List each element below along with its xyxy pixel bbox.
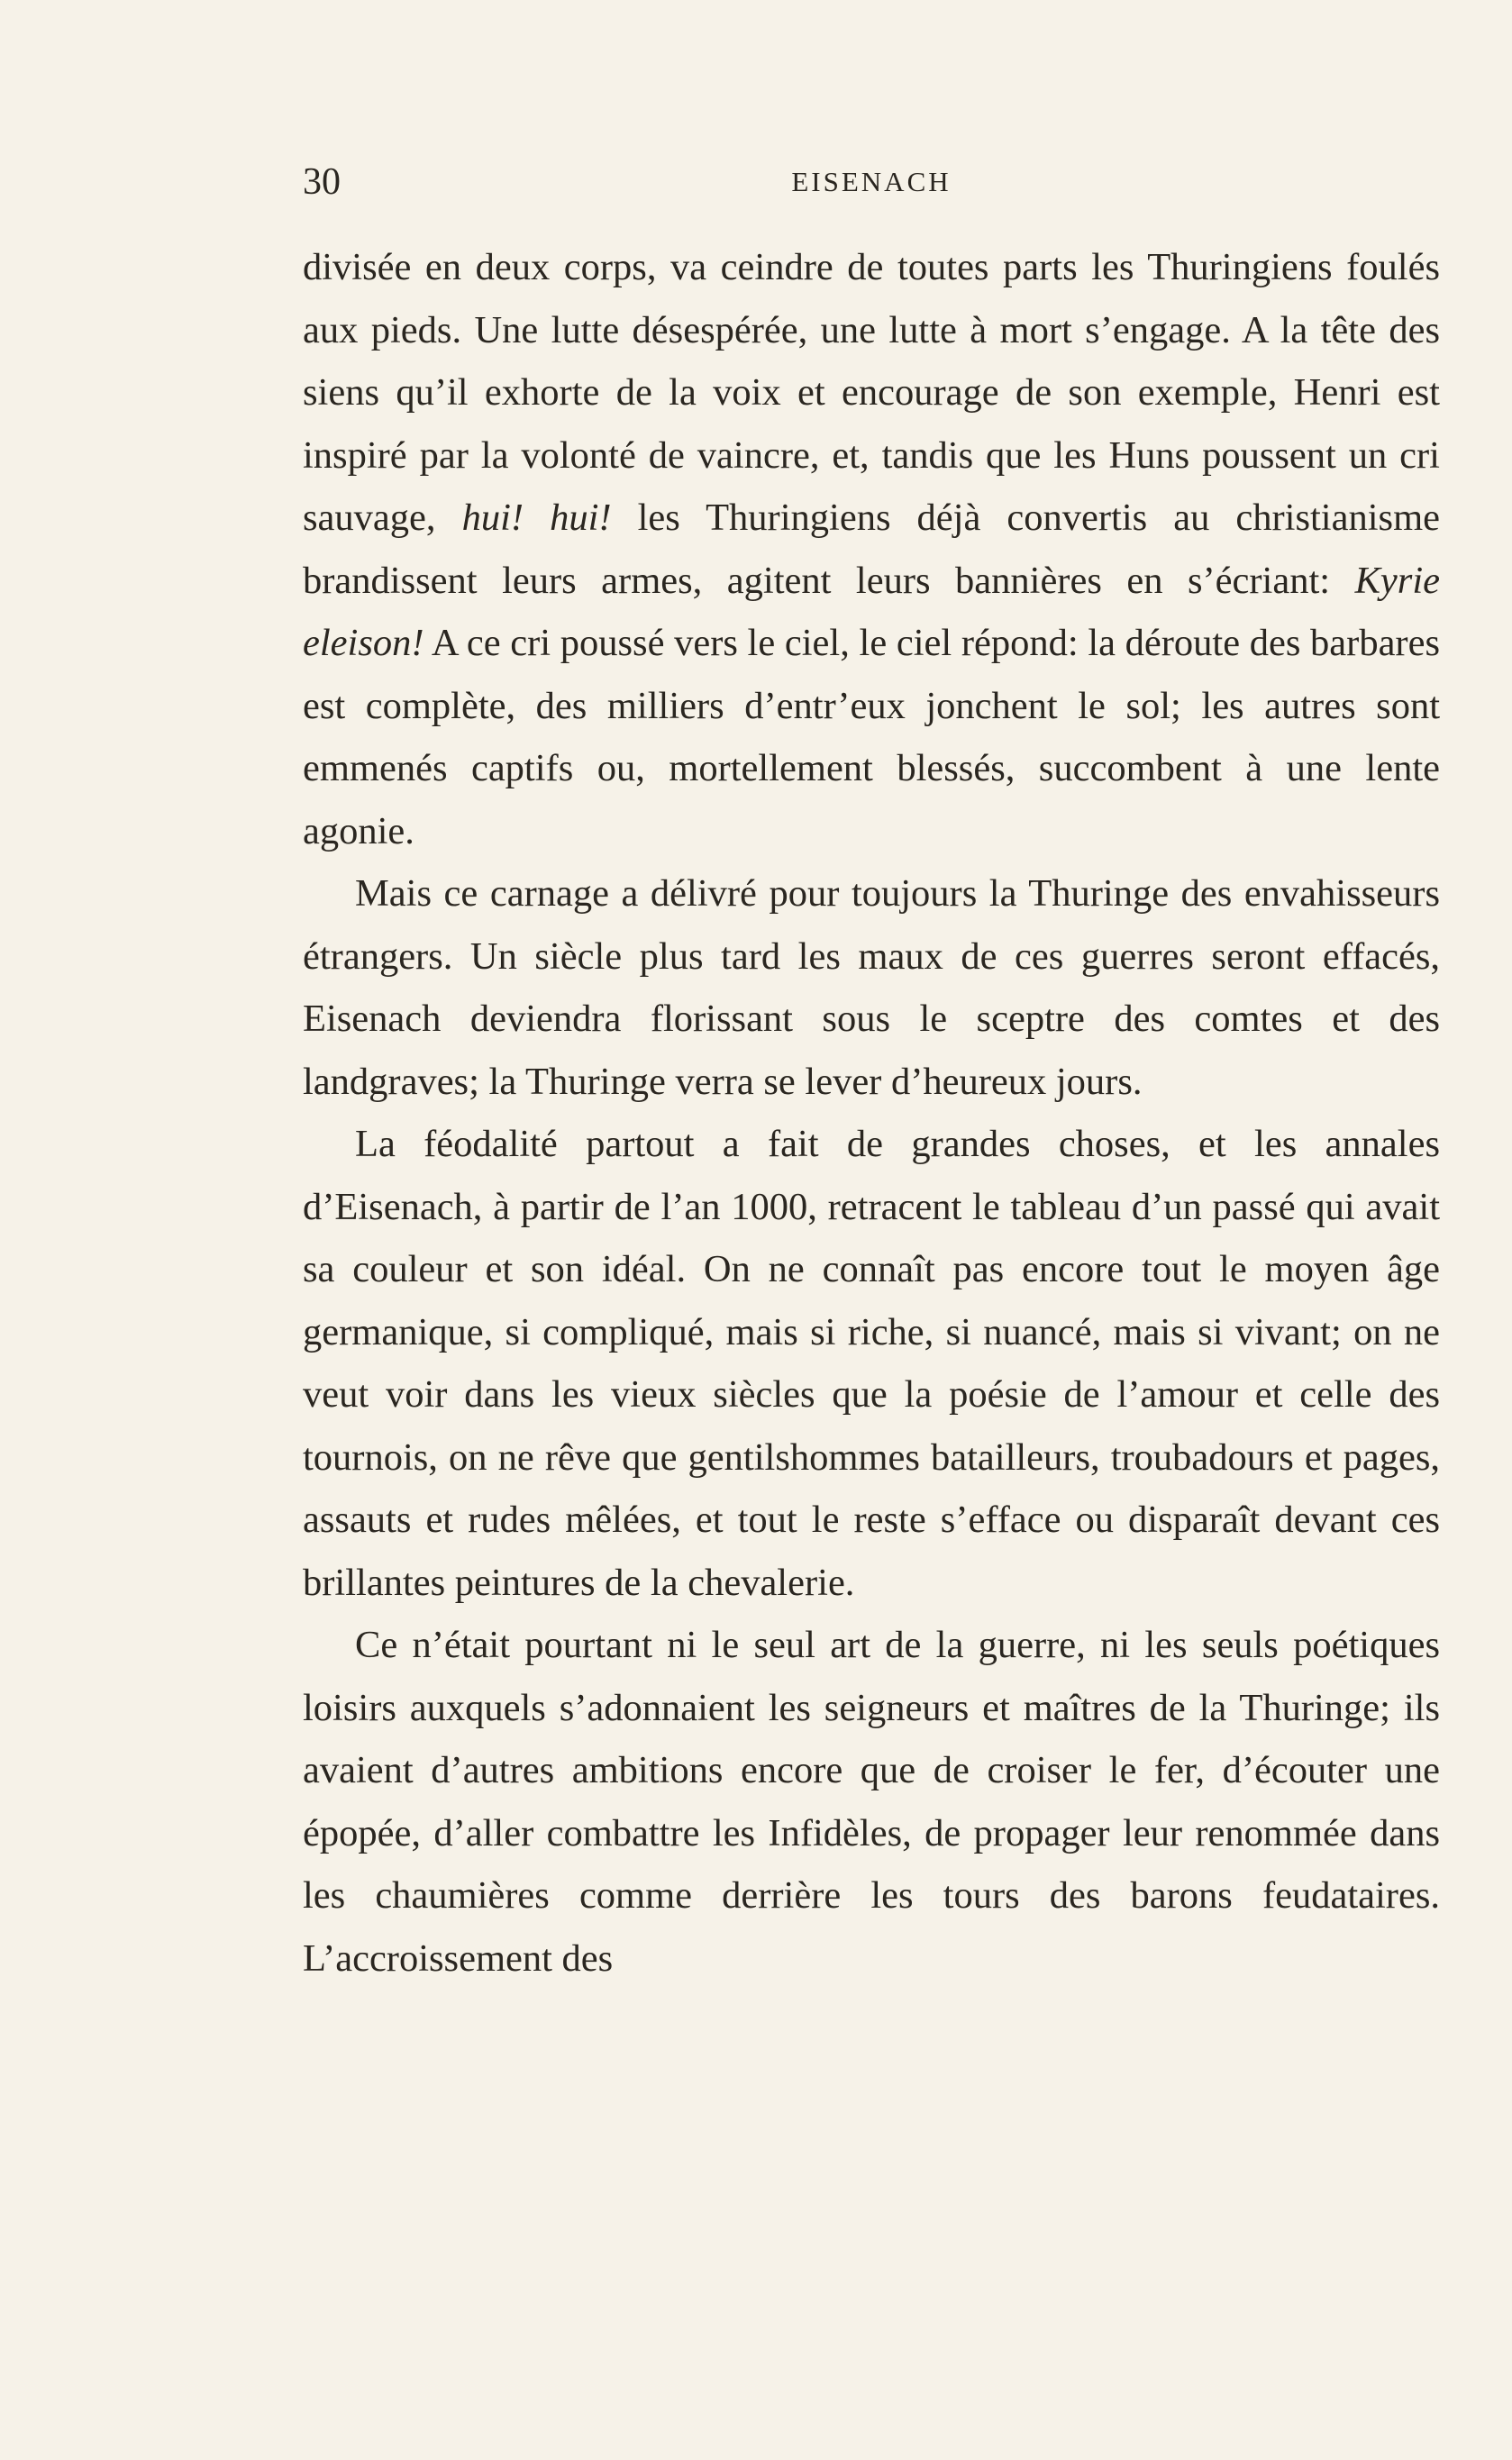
paragraph-2 bbox=[303, 862, 1440, 1113]
running-head: EISENACH bbox=[791, 166, 952, 197]
page-header bbox=[303, 160, 1440, 214]
body-text bbox=[303, 236, 1440, 1990]
paragraph-text: les Thuringiens déjà convertis au christianisme brandissent leurs armes, agitent leurs bannières en s’écriant: bbox=[303, 497, 1440, 602]
italic-kyrie-eleison: Kyrie eleison! bbox=[303, 559, 1440, 664]
paragraph-1 bbox=[303, 236, 1440, 862]
paragraph-text: divisée en deux corps, va ceindre de toutes parts les Thuringiens foulés aux pieds. Une lutte désespérée, une lutte à mort s’engage. A la tête des siens qu’il exhorte de la voix et encourage de son exemple, Henri est inspiré par la volonté de vaincre, et, tandis que les Huns poussent un cri sauvage, bbox=[303, 246, 1440, 539]
italic-cry-hui: hui! hui! bbox=[461, 497, 612, 539]
paragraph-3 bbox=[303, 1113, 1440, 1614]
paragraph-text: La féodalité partout a fait de grandes choses, et les annales d’Eisenach, à partir de l’an 1000, retracent le tableau d’un passé qui avait sa couleur et son idéal. On ne connaît pas encore tout le moyen âge germanique, si compliqué, mais si riche, si nuancé, mais si vivant; on ne veut voir dans les vieux siècles que la poésie de l’amour et celle des tournois, on ne rêve que gentilshommes batailleurs, troubadours et pages, assauts et rudes mêlées, et tout le reste s’efface ou disparaît devant ces brillantes peintures de la chevalerie. bbox=[303, 1123, 1440, 1604]
paragraph-text: Mais ce carnage a délivré pour toujours la Thuringe des envahisseurs étrangers. Un siècle plus tard les maux de ces guerres seront effacés, Eisenach deviendra florissant sous le sceptre des comtes et des landgraves; la Thuringe verra se lever d’heureux jours. bbox=[303, 872, 1440, 1103]
paragraph-text: Ce n’était pourtant ni le seul art de la guerre, ni les seuls poétiques loisirs auxquels s’adonnaient les seigneurs et maîtres de la Thuringe; ils avaient d’autres ambitions encore que de croiser le fer, d’écouter une épopée, d’aller combattre les Infidèles, de propager leur renommée dans les chaumières comme derrière les tours des barons feudataires. L’accroissement des bbox=[303, 1624, 1440, 1980]
paragraph-4 bbox=[303, 1614, 1440, 1990]
paragraph-text: A ce cri poussé vers le ciel, le ciel répond: la déroute des barbares est complète, des milliers d’entr’eux jonchent le sol; les autres sont emmenés captifs ou, mortellement blessés, succombent à une lente agonie. bbox=[303, 622, 1440, 852]
page-number: 30 bbox=[303, 161, 341, 203]
